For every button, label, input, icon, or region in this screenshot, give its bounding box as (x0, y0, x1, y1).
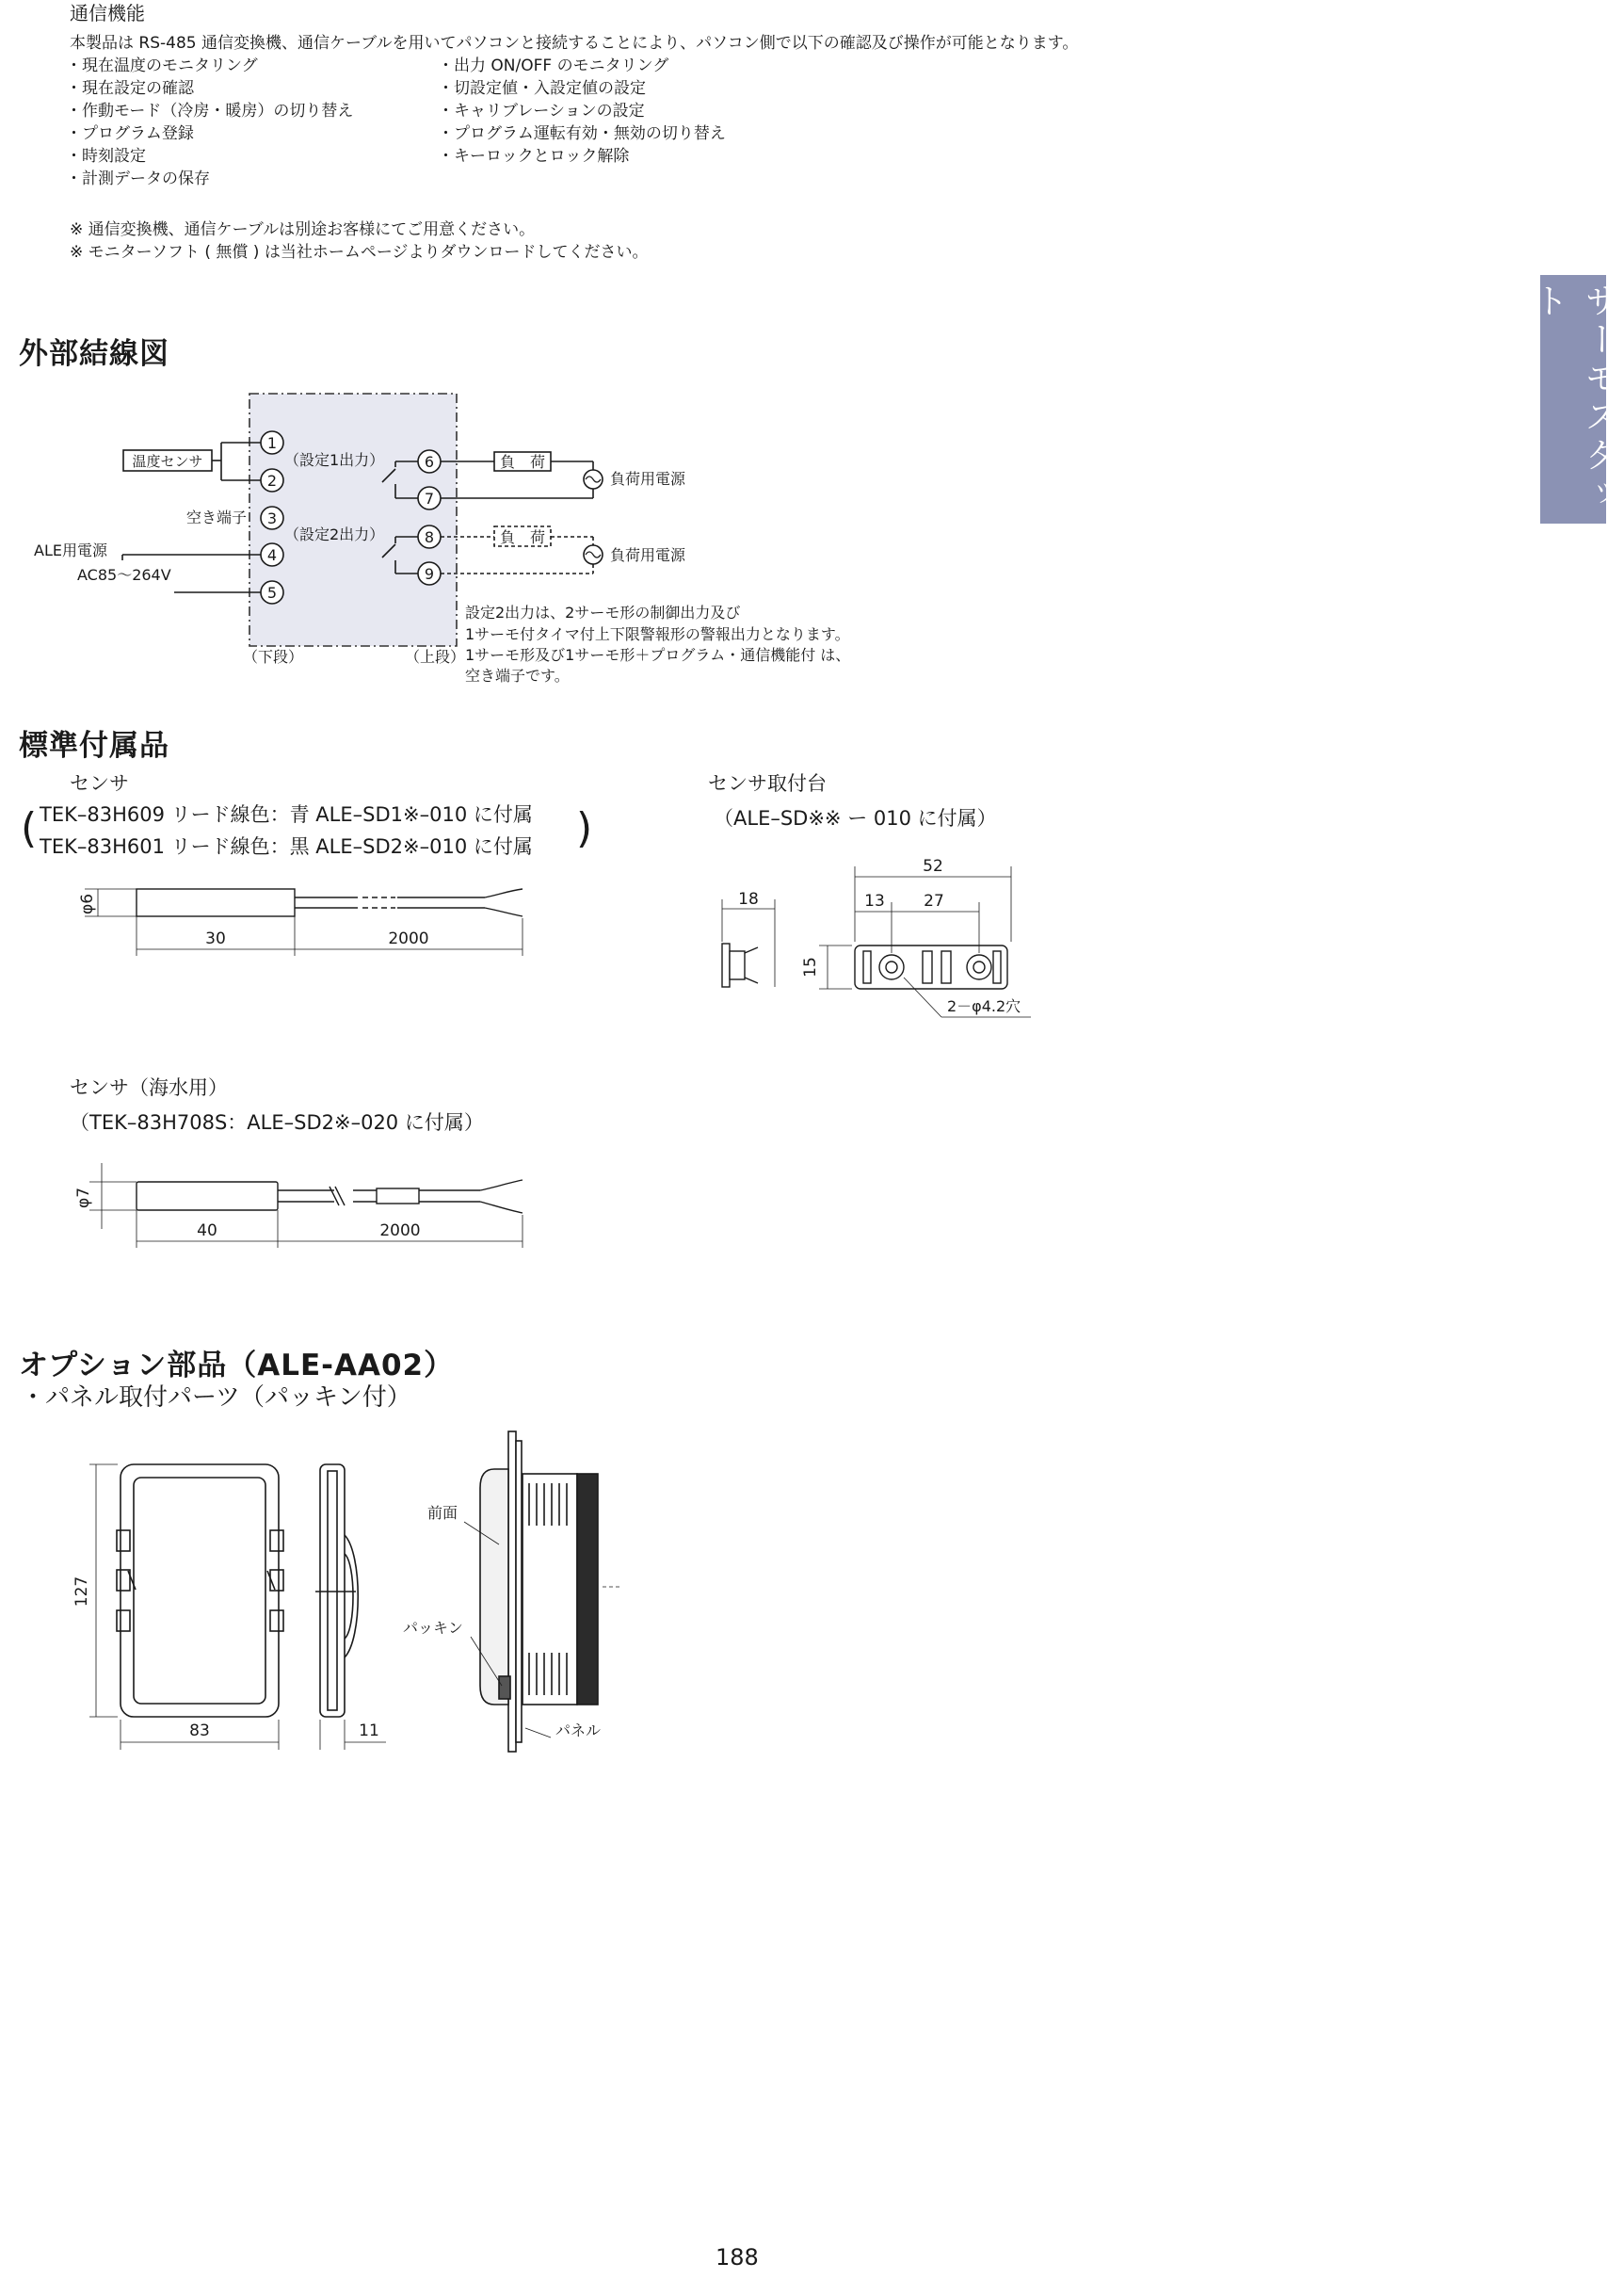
list-item: ・キャリブレーションの設定 (438, 102, 645, 121)
side-tab-label: サーモスタット (1528, 283, 1619, 514)
upper-label: （上段） (405, 648, 466, 666)
terminal-label: 2 (266, 472, 278, 490)
mount-width: 52 (923, 857, 943, 876)
terminal-label: 3 (266, 509, 278, 527)
mount-dim-a: 13 (864, 892, 885, 911)
panel-frame-drawing (89, 1464, 386, 1750)
mount-hole: 2－φ4.2穴 (947, 997, 1021, 1015)
wiring-note: 設定2出力は、2サーモ形の制御出力及び (465, 604, 741, 622)
mount-dims (738, 857, 1021, 1015)
mount-height: 15 (801, 957, 820, 978)
sea-sensor-lead-len: 2000 (379, 1221, 421, 1240)
list-item: ・時刻設定 (66, 147, 146, 166)
load-label-1: 負 荷 (499, 453, 546, 471)
list-item: ・キーロックとロック解除 (438, 147, 630, 166)
list-item: ・現在設定の確認 (66, 79, 194, 98)
load-power-label-1: 負荷用電源 (610, 470, 686, 488)
label-packing: パッキン (403, 1619, 463, 1637)
sensor-drawing (85, 889, 523, 956)
load-label-2: 負 荷 (499, 528, 546, 546)
wiring-note: 1サーモ付タイマ付上下限警報形の警報出力となります。 (465, 625, 850, 643)
option-subtitle: ・パネル取付パーツ（パッキン付） (21, 1383, 411, 1412)
sea-sensor-subtitle: （TEK–83H708S：ALE–SD2※–020 に付属） (70, 1111, 484, 1134)
terminal-label: 8 (424, 528, 435, 546)
label-front: 前面 (427, 1504, 458, 1522)
sensor-body-len: 30 (205, 929, 226, 948)
list-item: ・プログラム運転有効・無効の切り替え (438, 124, 726, 143)
panel-depth: 11 (359, 1721, 379, 1740)
wiring-note: 1サーモ形及び1サーモ形＋プログラム・通信機能付 は、 (465, 646, 851, 664)
sea-sensor-title: センサ（海水用） (70, 1076, 228, 1099)
list-item: ・切設定値・入設定値の設定 (438, 79, 646, 98)
sea-sensor-drawing (89, 1163, 523, 1248)
mount-depth: 18 (738, 890, 759, 909)
comm-title: 通信機能 (70, 2, 145, 24)
sensor-line-1: TEK–83H609 リード線色：青 ALE–SD1※–010 に付属 (40, 803, 533, 826)
sea-sensor-dia: φ7 (74, 1187, 93, 1209)
label-panel: パネル (555, 1721, 602, 1739)
list-item: ・出力 ON/OFF のモニタリング (438, 57, 669, 75)
list-item: ・作動モード（冷房・暖房）の切り替え (66, 102, 354, 121)
sensor-lead-len: 2000 (388, 929, 429, 948)
power-range: AC85～264V (77, 566, 171, 584)
set2-label: （設定2出力） (284, 525, 385, 543)
mount-drawing (722, 866, 1031, 1017)
sensor-line-2: TEK–83H601 リード線色：黒 ALE–SD2※–010 に付属 (40, 835, 533, 858)
terminal-label: 1 (266, 434, 278, 452)
power-label: ALE用電源 (34, 541, 107, 559)
sensor-label: 温度センサ (132, 453, 203, 470)
panel-height: 127 (72, 1576, 91, 1608)
list-item: ・計測データの保存 (66, 170, 210, 188)
note: ※ モニターソフト ( 無償 ) は当社ホームページよりダウンロードしてください。 (70, 243, 649, 262)
mount-subtitle: （ALE–SD※※ ー 010 に付属） (714, 807, 997, 830)
accessories-title: 標準付属品 (19, 729, 169, 763)
load-power-label-2: 負荷用電源 (610, 546, 686, 564)
paren-close: ) (576, 804, 593, 852)
set1-label: （設定1出力） (284, 451, 385, 469)
terminal-label: 6 (424, 453, 435, 471)
mount-dim-b: 27 (924, 892, 944, 911)
comm-intro: 本製品は RS-485 通信変換機、通信ケーブルを用いてパソコンと接続することにより、パソコン側で以下の確認及び操作が可能となります。 (70, 34, 1079, 53)
terminal-label: 4 (266, 546, 278, 564)
wiring-title: 外部結線図 (19, 337, 169, 371)
list-item: ・プログラム登録 (66, 124, 194, 143)
wiring-note: 空き端子です。 (465, 667, 570, 685)
panel-width: 83 (189, 1721, 210, 1740)
mounted-unit-drawing (464, 1431, 621, 1752)
list-item: ・現在温度のモニタリング (66, 57, 258, 75)
option-title: オプション部品（ALE-AA02） (19, 1349, 455, 1382)
sensor-dia: φ6 (78, 893, 97, 915)
lower-label: （下段） (243, 648, 304, 666)
paren-open: ( (21, 804, 38, 852)
terminal-label: 9 (424, 565, 435, 583)
note: ※ 通信変換機、通信ケーブルは別途お客様にてご用意ください。 (70, 220, 536, 239)
empty-terminal-label: 空き端子 (185, 509, 247, 526)
mount-title: センサ取付台 (708, 772, 827, 795)
terminal-label: 5 (266, 584, 278, 602)
page-number: 188 (716, 2244, 759, 2271)
sensor-title: センサ (70, 772, 129, 795)
sea-sensor-body-len: 40 (197, 1221, 217, 1240)
terminal-label: 7 (424, 490, 435, 508)
